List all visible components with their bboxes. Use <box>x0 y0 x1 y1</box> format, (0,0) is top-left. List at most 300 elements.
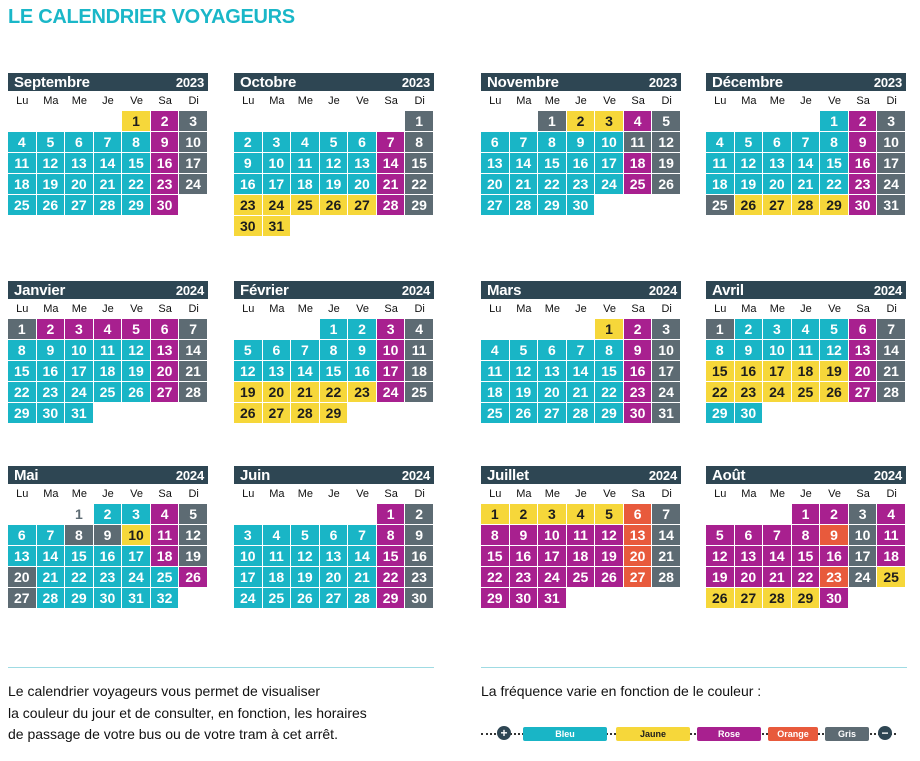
day-cell: 15 <box>405 153 433 173</box>
day-cell: 29 <box>820 195 848 215</box>
day-cell: 27 <box>263 403 291 423</box>
day-cell: 9 <box>624 340 652 360</box>
weekday-label: Lu <box>242 488 255 500</box>
day-cell: 23 <box>567 174 595 194</box>
day-cell: 22 <box>538 174 566 194</box>
day-cell: 18 <box>624 153 652 173</box>
month-name: Mars <box>487 281 522 299</box>
day-cell: 23 <box>624 382 652 402</box>
day-cell: 13 <box>151 340 179 360</box>
color-legend <box>481 724 896 744</box>
day-cell: 11 <box>567 525 595 545</box>
day-cell: 2 <box>849 111 877 131</box>
day-cell: 19 <box>179 546 207 566</box>
month-name: Novembre <box>487 73 559 91</box>
day-cell: 30 <box>567 195 595 215</box>
day-cell: 4 <box>481 340 509 360</box>
month-year: 2024 <box>873 467 902 483</box>
day-cell: 4 <box>624 111 652 131</box>
weekday-label: Di <box>661 303 672 315</box>
day-cell: 24 <box>65 382 93 402</box>
day-cell: 3 <box>849 504 877 524</box>
day-cell: 4 <box>151 504 179 524</box>
month-avril <box>706 281 906 446</box>
day-cell: 28 <box>763 588 791 608</box>
day-cell: 31 <box>538 588 566 608</box>
day-cell: 20 <box>481 174 509 194</box>
day-cell: 7 <box>37 525 65 545</box>
day-cell: 30 <box>735 403 763 423</box>
day-cell: 3 <box>763 319 791 339</box>
empty-cell <box>8 504 36 524</box>
day-grid <box>481 504 681 608</box>
day-cell: 28 <box>179 382 207 402</box>
day-cell: 21 <box>179 361 207 381</box>
day-cell: 22 <box>65 567 93 587</box>
day-cell: 16 <box>348 361 376 381</box>
weekday-label: Ve <box>356 488 369 500</box>
day-cell: 31 <box>122 588 150 608</box>
day-cell: 22 <box>122 174 150 194</box>
day-cell: 25 <box>624 174 652 194</box>
day-cell: 12 <box>652 132 680 152</box>
day-cell: 11 <box>481 361 509 381</box>
day-cell: 12 <box>820 340 848 360</box>
month-year: 2024 <box>175 467 204 483</box>
weekday-label: Je <box>102 488 114 500</box>
month-name: Février <box>240 281 289 299</box>
day-cell: 8 <box>595 340 623 360</box>
day-cell: 23 <box>151 174 179 194</box>
day-cell: 18 <box>291 174 319 194</box>
weekday-label: Me <box>544 488 561 500</box>
weekday-label: Lu <box>16 303 29 315</box>
day-cell: 9 <box>735 340 763 360</box>
weekday-label: Sa <box>158 488 172 500</box>
empty-cell <box>234 111 262 131</box>
weekday-label: Ma <box>269 95 285 107</box>
day-cell: 17 <box>263 174 291 194</box>
day-cell: 17 <box>763 361 791 381</box>
day-cell: 1 <box>320 319 348 339</box>
day-cell: 23 <box>820 567 848 587</box>
day-cell: 18 <box>151 546 179 566</box>
day-cell: 16 <box>151 153 179 173</box>
day-cell: 14 <box>291 361 319 381</box>
day-cell: 11 <box>151 525 179 545</box>
day-cell: 21 <box>348 567 376 587</box>
month-octobre <box>234 73 434 238</box>
day-cell: 23 <box>234 195 262 215</box>
day-cell: 10 <box>538 525 566 545</box>
month-header <box>706 466 906 484</box>
day-cell: 20 <box>735 567 763 587</box>
day-cell: 29 <box>405 195 433 215</box>
day-cell: 3 <box>595 111 623 131</box>
empty-cell <box>8 111 36 131</box>
day-cell: 6 <box>735 525 763 545</box>
day-cell: 9 <box>510 525 538 545</box>
day-cell: 18 <box>706 174 734 194</box>
month-name: Juin <box>240 466 271 484</box>
weekday-label: Me <box>71 303 88 315</box>
day-cell: 16 <box>94 546 122 566</box>
day-cell: 6 <box>624 504 652 524</box>
day-cell: 23 <box>94 567 122 587</box>
day-cell: 19 <box>320 174 348 194</box>
day-cell: 14 <box>510 153 538 173</box>
day-cell: 14 <box>348 546 376 566</box>
day-cell: 30 <box>849 195 877 215</box>
day-cell: 8 <box>122 132 150 152</box>
day-cell: 26 <box>820 382 848 402</box>
day-cell: 27 <box>735 588 763 608</box>
day-cell: 5 <box>320 132 348 152</box>
day-cell: 8 <box>8 340 36 360</box>
day-cell: 2 <box>567 111 595 131</box>
day-cell: 7 <box>652 504 680 524</box>
month-year: 2024 <box>648 467 677 483</box>
weekday-label: Di <box>414 95 425 107</box>
weekday-row <box>481 484 681 504</box>
day-cell: 21 <box>567 382 595 402</box>
weekday-label: Lu <box>489 303 502 315</box>
day-cell: 26 <box>291 588 319 608</box>
weekday-label: Lu <box>16 488 29 500</box>
day-cell: 8 <box>481 525 509 545</box>
weekday-label: Di <box>188 95 199 107</box>
weekday-label: Je <box>328 95 340 107</box>
day-cell: 13 <box>538 361 566 381</box>
empty-cell <box>234 319 262 339</box>
empty-cell <box>320 111 348 131</box>
day-cell: 23 <box>510 567 538 587</box>
day-cell: 1 <box>706 319 734 339</box>
day-cell: 2 <box>820 504 848 524</box>
weekday-label: Je <box>575 488 587 500</box>
day-cell: 24 <box>179 174 207 194</box>
info-text <box>8 681 367 746</box>
day-cell: 13 <box>8 546 36 566</box>
day-cell: 1 <box>122 111 150 131</box>
weekday-label: Sa <box>384 488 398 500</box>
day-cell: 15 <box>8 361 36 381</box>
empty-cell <box>481 319 509 339</box>
day-grid <box>234 111 434 236</box>
day-cell: 7 <box>877 319 905 339</box>
day-cell: 29 <box>706 403 734 423</box>
day-cell: 9 <box>567 132 595 152</box>
legend-gris: Gris <box>825 727 869 741</box>
day-cell: 25 <box>94 382 122 402</box>
day-cell: 17 <box>377 361 405 381</box>
legend-rose: Rose <box>697 727 761 741</box>
day-cell: 10 <box>877 132 905 152</box>
day-cell: 29 <box>377 588 405 608</box>
day-cell: 15 <box>320 361 348 381</box>
empty-cell <box>763 111 791 131</box>
weekday-label: Lu <box>489 488 502 500</box>
day-cell: 17 <box>122 546 150 566</box>
day-cell: 24 <box>849 567 877 587</box>
weekday-label: Ve <box>130 303 143 315</box>
day-cell: 7 <box>763 525 791 545</box>
month-juillet <box>481 466 681 631</box>
day-cell: 6 <box>65 132 93 152</box>
day-cell: 26 <box>37 195 65 215</box>
day-cell: 26 <box>706 588 734 608</box>
day-cell: 15 <box>595 361 623 381</box>
empty-cell <box>37 111 65 131</box>
day-cell: 28 <box>377 195 405 215</box>
weekday-label: Di <box>886 303 897 315</box>
empty-cell <box>510 319 538 339</box>
day-cell: 17 <box>849 546 877 566</box>
day-cell: 11 <box>291 153 319 173</box>
day-cell: 11 <box>624 132 652 152</box>
day-cell: 12 <box>291 546 319 566</box>
month-year: 2023 <box>175 74 204 90</box>
day-cell: 23 <box>37 382 65 402</box>
day-cell: 2 <box>94 504 122 524</box>
day-cell: 29 <box>792 588 820 608</box>
month-header <box>706 73 906 91</box>
month-mai <box>8 466 208 631</box>
day-cell: 21 <box>377 174 405 194</box>
weekday-row <box>8 91 208 111</box>
month-year: 2023 <box>401 74 430 90</box>
day-cell: 19 <box>291 567 319 587</box>
month-mars <box>481 281 681 446</box>
month-year: 2024 <box>401 467 430 483</box>
day-cell: 26 <box>510 403 538 423</box>
day-cell: 24 <box>595 174 623 194</box>
day-cell: 5 <box>706 525 734 545</box>
day-cell: 12 <box>595 525 623 545</box>
day-cell: 20 <box>624 546 652 566</box>
day-cell: 6 <box>481 132 509 152</box>
day-cell: 10 <box>652 340 680 360</box>
weekday-label: Je <box>102 95 114 107</box>
day-cell: 31 <box>877 195 905 215</box>
day-cell: 18 <box>8 174 36 194</box>
day-cell: 3 <box>377 319 405 339</box>
plus-icon: + <box>497 726 511 740</box>
day-cell: 1 <box>481 504 509 524</box>
weekday-label: Ma <box>269 303 285 315</box>
day-cell: 16 <box>849 153 877 173</box>
day-cell: 13 <box>320 546 348 566</box>
day-cell: 12 <box>320 153 348 173</box>
month-header <box>706 281 906 299</box>
weekday-label: Sa <box>856 95 870 107</box>
weekday-label: Sa <box>631 303 645 315</box>
day-cell: 12 <box>735 153 763 173</box>
day-cell: 27 <box>763 195 791 215</box>
day-cell: 25 <box>291 195 319 215</box>
weekday-label: Sa <box>631 95 645 107</box>
day-cell: 1 <box>405 111 433 131</box>
day-cell: 20 <box>320 567 348 587</box>
empty-cell <box>377 111 405 131</box>
day-cell: 27 <box>538 403 566 423</box>
day-cell: 10 <box>377 340 405 360</box>
month-year: 2024 <box>401 282 430 298</box>
month-décembre <box>706 73 906 238</box>
day-cell: 4 <box>877 504 905 524</box>
day-cell: 23 <box>735 382 763 402</box>
weekday-label: Je <box>575 95 587 107</box>
day-cell: 28 <box>652 567 680 587</box>
weekday-row <box>234 299 434 319</box>
weekday-row <box>8 299 208 319</box>
day-cell: 25 <box>263 588 291 608</box>
weekday-label: Lu <box>242 303 255 315</box>
day-cell: 24 <box>652 382 680 402</box>
day-cell: 18 <box>94 361 122 381</box>
weekday-label: Ma <box>516 303 532 315</box>
day-cell: 16 <box>735 361 763 381</box>
day-cell: 19 <box>595 546 623 566</box>
day-cell: 24 <box>234 588 262 608</box>
weekday-label: Ma <box>43 488 59 500</box>
day-cell: 12 <box>122 340 150 360</box>
day-cell: 20 <box>151 361 179 381</box>
day-grid <box>8 319 208 423</box>
month-header <box>481 73 681 91</box>
day-cell: 22 <box>481 567 509 587</box>
day-cell: 31 <box>263 216 291 236</box>
day-cell: 26 <box>735 195 763 215</box>
day-cell: 5 <box>735 132 763 152</box>
day-cell: 29 <box>122 195 150 215</box>
weekday-label: Di <box>886 95 897 107</box>
day-cell: 10 <box>179 132 207 152</box>
day-cell: 9 <box>37 340 65 360</box>
day-cell: 22 <box>820 174 848 194</box>
day-cell: 30 <box>624 403 652 423</box>
day-cell: 19 <box>706 567 734 587</box>
day-cell: 21 <box>877 361 905 381</box>
empty-cell <box>263 319 291 339</box>
day-cell: 11 <box>8 153 36 173</box>
day-cell: 1 <box>538 111 566 131</box>
day-cell: 26 <box>234 403 262 423</box>
day-grid <box>706 504 906 608</box>
day-cell: 17 <box>179 153 207 173</box>
weekday-label: Me <box>769 303 786 315</box>
day-cell: 4 <box>792 319 820 339</box>
month-header <box>234 466 434 484</box>
day-cell: 28 <box>567 403 595 423</box>
weekday-label: Me <box>769 95 786 107</box>
empty-cell <box>510 111 538 131</box>
month-year: 2024 <box>648 282 677 298</box>
legend-orange: Orange <box>768 727 818 741</box>
day-cell: 12 <box>179 525 207 545</box>
day-cell: 8 <box>405 132 433 152</box>
day-cell: 17 <box>595 153 623 173</box>
day-cell: 15 <box>538 153 566 173</box>
day-cell: 1 <box>792 504 820 524</box>
day-cell: 19 <box>37 174 65 194</box>
month-name: Décembre <box>712 73 783 91</box>
weekday-label: Lu <box>714 488 727 500</box>
day-cell: 29 <box>320 403 348 423</box>
weekday-label: Ma <box>741 303 757 315</box>
day-cell: 9 <box>820 525 848 545</box>
day-cell: 8 <box>377 525 405 545</box>
weekday-row <box>481 91 681 111</box>
weekday-label: Me <box>769 488 786 500</box>
day-cell: 10 <box>234 546 262 566</box>
month-header <box>481 281 681 299</box>
day-cell: 21 <box>510 174 538 194</box>
day-cell: 22 <box>377 567 405 587</box>
weekday-label: Sa <box>856 303 870 315</box>
day-grid <box>234 319 434 423</box>
day-cell: 2 <box>735 319 763 339</box>
day-cell: 20 <box>263 382 291 402</box>
day-cell: 3 <box>877 111 905 131</box>
weekday-label: Ma <box>741 488 757 500</box>
empty-cell <box>481 111 509 131</box>
minus-icon: − <box>878 726 892 740</box>
weekday-label: Ve <box>356 303 369 315</box>
weekday-label: Je <box>800 95 812 107</box>
day-cell: 30 <box>820 588 848 608</box>
empty-cell <box>234 504 262 524</box>
day-cell: 17 <box>877 153 905 173</box>
day-cell: 11 <box>263 546 291 566</box>
day-cell: 18 <box>263 567 291 587</box>
weekday-row <box>481 299 681 319</box>
day-cell: 22 <box>595 382 623 402</box>
day-grid <box>706 111 906 215</box>
day-cell: 27 <box>320 588 348 608</box>
month-year: 2024 <box>175 282 204 298</box>
day-cell: 13 <box>763 153 791 173</box>
day-cell: 4 <box>263 525 291 545</box>
weekday-row <box>234 91 434 111</box>
day-cell: 14 <box>37 546 65 566</box>
empty-cell <box>291 319 319 339</box>
day-cell: 14 <box>877 340 905 360</box>
month-novembre <box>481 73 681 238</box>
day-cell: 29 <box>595 403 623 423</box>
empty-cell <box>291 111 319 131</box>
day-cell: 28 <box>792 195 820 215</box>
day-cell: 11 <box>792 340 820 360</box>
month-septembre <box>8 73 208 238</box>
day-cell: 13 <box>735 546 763 566</box>
month-name: Juillet <box>487 466 529 484</box>
weekday-label: Ve <box>603 95 616 107</box>
day-cell: 26 <box>595 567 623 587</box>
weekday-label: Lu <box>242 95 255 107</box>
day-cell: 6 <box>263 340 291 360</box>
weekday-label: Je <box>328 488 340 500</box>
day-cell: 26 <box>320 195 348 215</box>
weekday-label: Ma <box>741 95 757 107</box>
legend-title: La fréquence varie en fonction de le couleur : <box>481 683 762 699</box>
day-cell: 19 <box>234 382 262 402</box>
day-cell: 22 <box>8 382 36 402</box>
day-cell: 4 <box>291 132 319 152</box>
day-cell: 20 <box>849 361 877 381</box>
weekday-label: Lu <box>714 303 727 315</box>
day-cell: 28 <box>510 195 538 215</box>
